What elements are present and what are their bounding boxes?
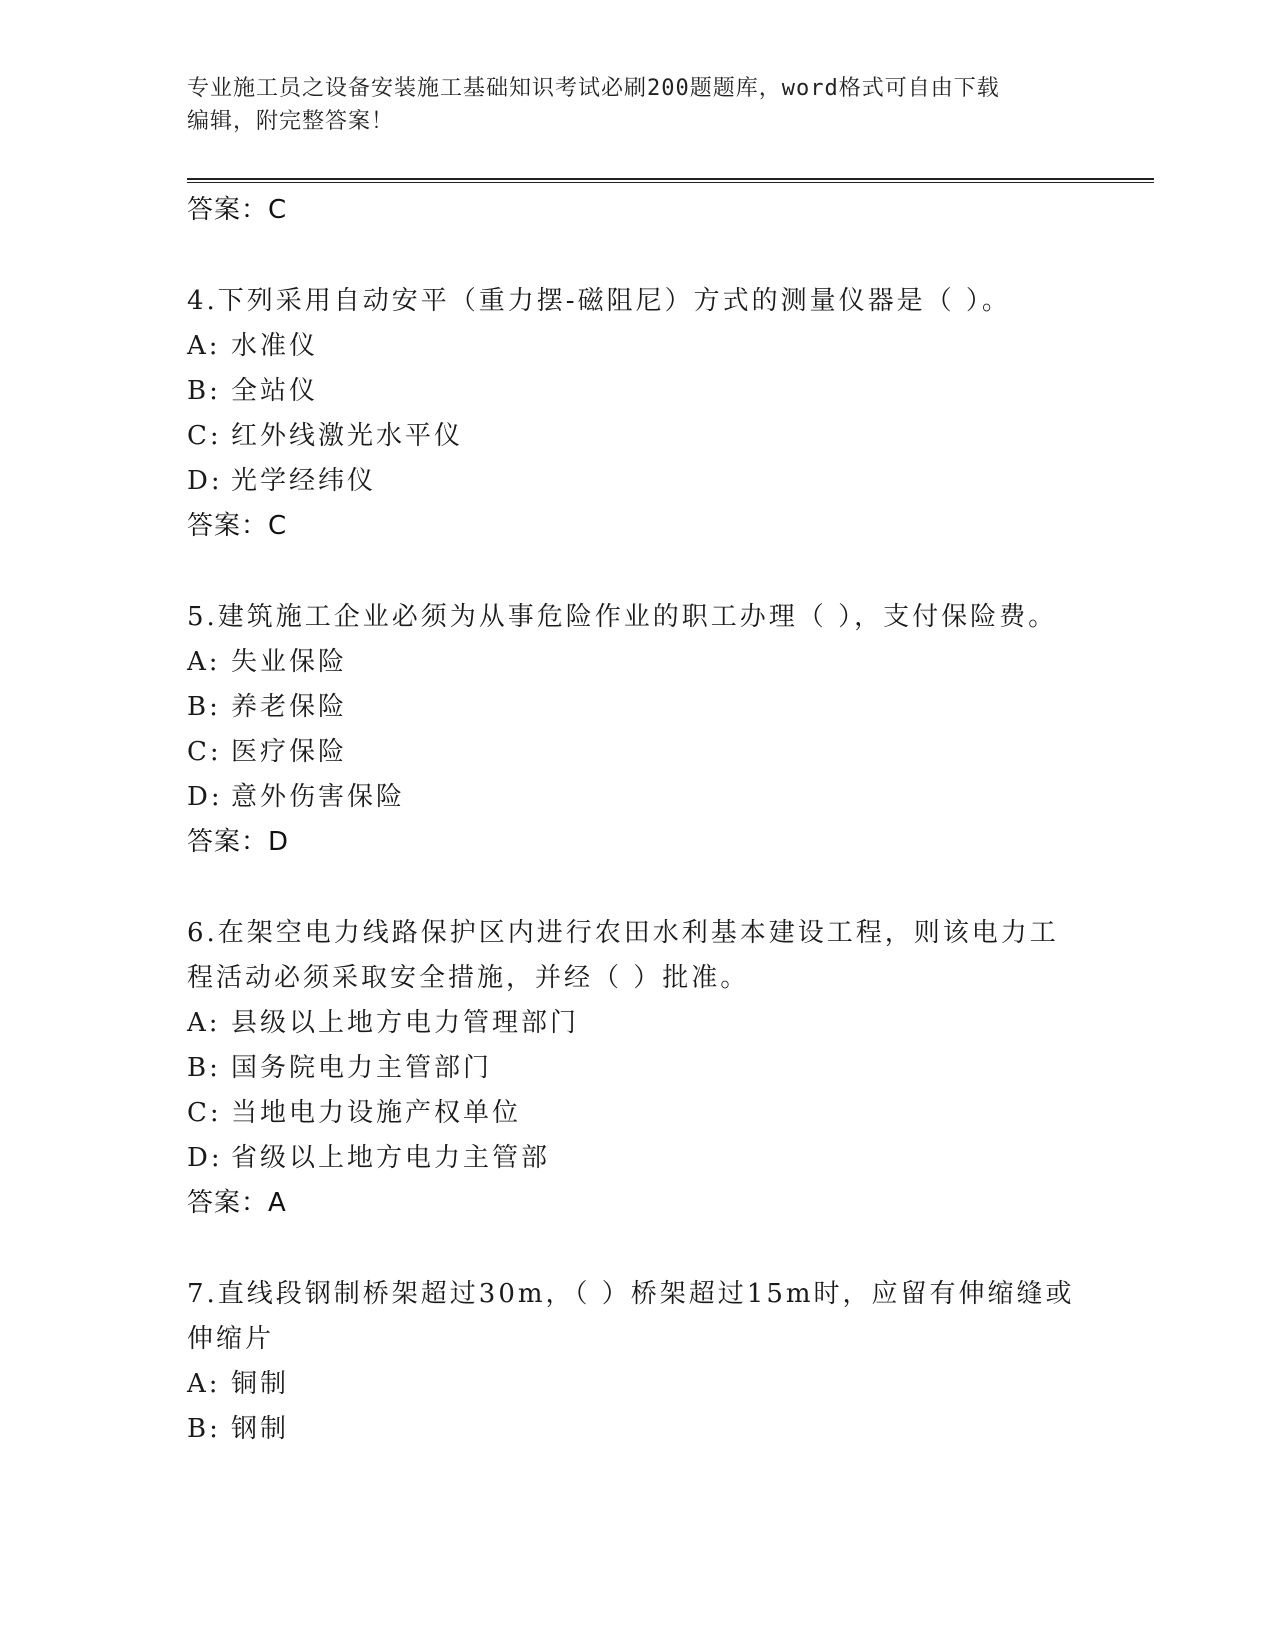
- option-key: A:: [187, 331, 221, 361]
- option-a: [187, 324, 1077, 369]
- option-text: 光学经纬仪: [231, 466, 377, 496]
- option-key: B:: [187, 1414, 221, 1444]
- option-a: [187, 1001, 1077, 1046]
- option-b: [187, 369, 1077, 414]
- option-b: [187, 685, 1077, 730]
- header-line-2: 编辑，附完整答案！: [187, 109, 395, 134]
- option-text: 县级以上地方电力管理部门: [231, 1008, 580, 1038]
- question-list: [187, 188, 1077, 1452]
- question-stem: 4.下列采用自动安平（重力摆-磁阻尼）方式的测量仪器是（ ）。: [187, 286, 1011, 316]
- option-key: C:: [187, 737, 222, 767]
- option-text: 国务院电力主管部门: [231, 1053, 493, 1083]
- option-c: [187, 1091, 1077, 1136]
- question-block: [187, 279, 1077, 549]
- answer-line: 答案：C: [187, 195, 288, 225]
- option-key: C:: [187, 1098, 222, 1128]
- answer-line: 答案：C: [187, 511, 288, 541]
- option-key: D:: [187, 466, 223, 496]
- option-text: 红外线激光水平仪: [231, 421, 464, 451]
- document-header: [187, 72, 1067, 138]
- question-stem: 5.建筑施工企业必须为从事危险作业的职工办理（ ），支付保险费。: [187, 602, 1058, 632]
- option-text: 水准仪: [231, 331, 319, 361]
- option-text: 钢制: [231, 1414, 290, 1444]
- option-key: B:: [187, 1053, 221, 1083]
- option-key: A:: [187, 647, 221, 677]
- option-a: [187, 1362, 1077, 1407]
- option-key: B:: [187, 692, 221, 722]
- option-key: D:: [187, 782, 223, 812]
- header-rule-thin: [187, 182, 1154, 183]
- option-text: 省级以上地方电力主管部: [231, 1143, 551, 1173]
- option-c: [187, 414, 1077, 459]
- header-rule-thick: [187, 178, 1154, 180]
- option-text: 当地电力设施产权单位: [231, 1098, 522, 1128]
- option-b: [187, 1046, 1077, 1091]
- option-d: [187, 1136, 1077, 1181]
- option-key: A:: [187, 1008, 221, 1038]
- question-stem: 6.在架空电力线路保护区内进行农田水利基本建设工程，则该电力工程活动必须采取安全措施，并经（ ）批准。: [187, 918, 1059, 993]
- option-d: [187, 459, 1077, 504]
- option-key: C:: [187, 421, 222, 451]
- answer-line: 答案：A: [187, 1188, 287, 1218]
- option-key: B:: [187, 376, 221, 406]
- question-block: [187, 911, 1077, 1226]
- question-stem: 7.直线段钢制桥架超过30m，（ ）桥架超过15m时，应留有伸缩缝或伸缩片: [187, 1279, 1075, 1354]
- option-text: 养老保险: [231, 692, 348, 722]
- option-text: 意外伤害保险: [231, 782, 406, 812]
- option-d: [187, 775, 1077, 820]
- option-text: 医疗保险: [231, 737, 348, 767]
- option-key: D:: [187, 1143, 223, 1173]
- question-block: [187, 1272, 1077, 1452]
- option-text: 铜制: [231, 1369, 290, 1399]
- option-a: [187, 640, 1077, 685]
- option-text: 失业保险: [231, 647, 348, 677]
- answer-line: 答案：D: [187, 827, 290, 857]
- option-b: [187, 1407, 1077, 1452]
- option-text: 全站仪: [231, 376, 319, 406]
- option-c: [187, 730, 1077, 775]
- option-key: A:: [187, 1369, 221, 1399]
- question-block: [187, 595, 1077, 865]
- header-line-1: 专业施工员之设备安装施工基础知识考试必刷200题题库，word格式可自由下载: [187, 76, 1000, 101]
